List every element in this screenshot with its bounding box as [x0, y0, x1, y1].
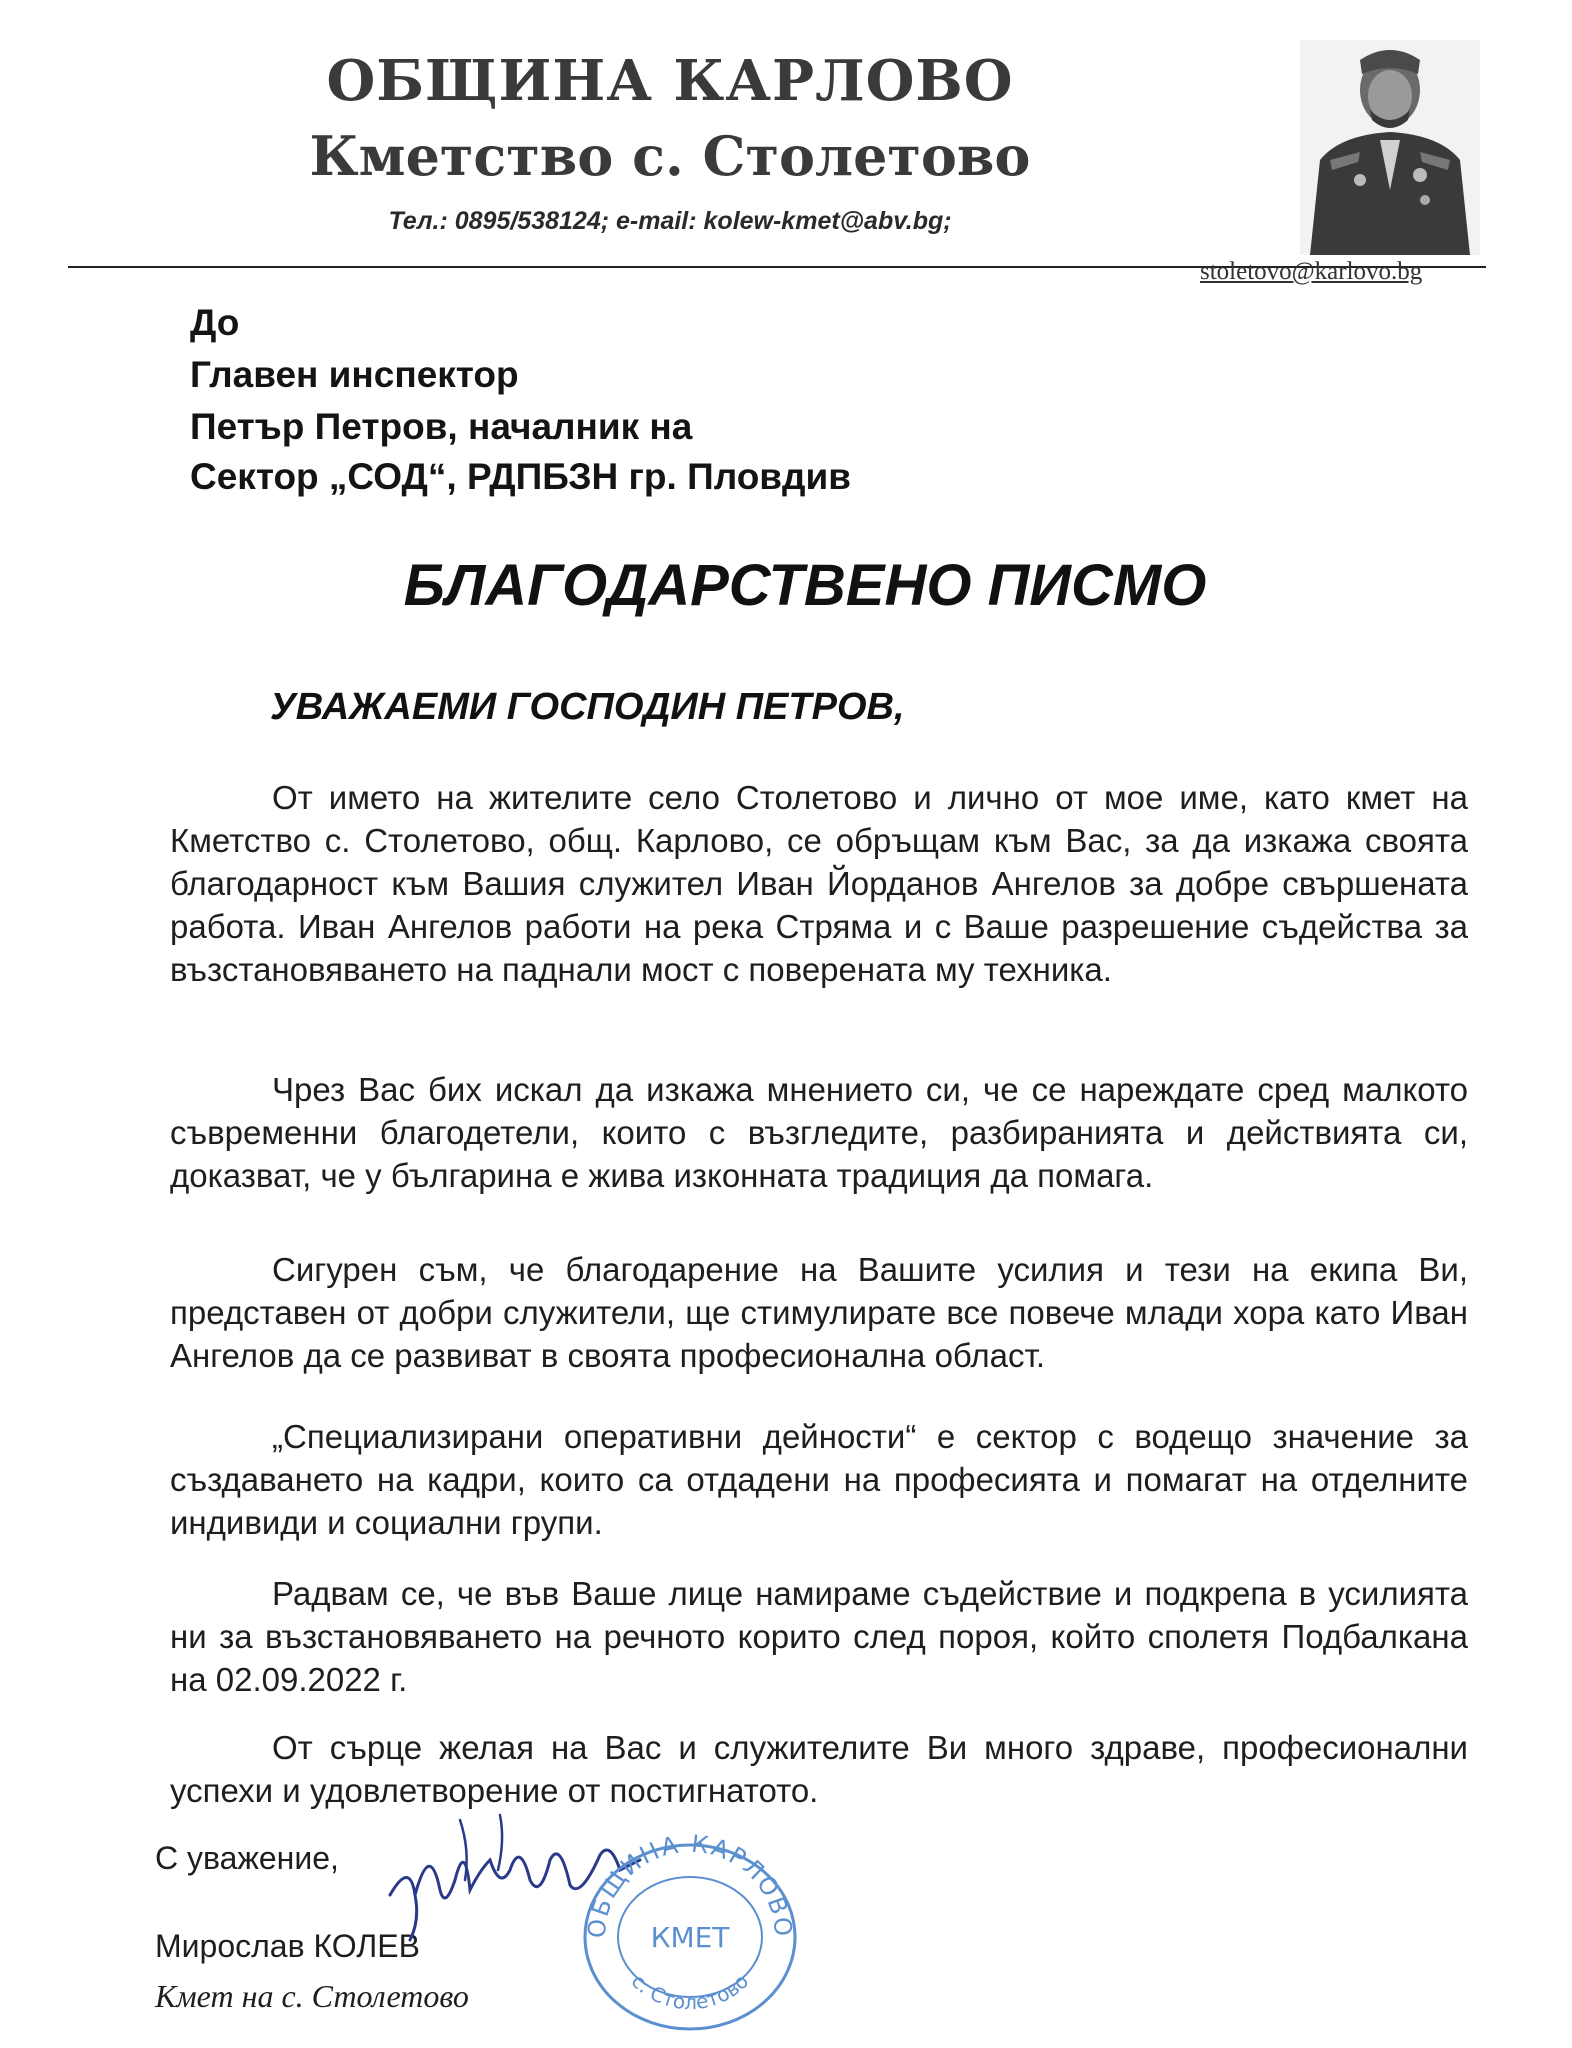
official-stamp: [575, 1832, 805, 2032]
secondary-email: stoletovo@karlovo.bg: [1200, 258, 1423, 285]
body-paragraph: Чрез Вас бих искал да изкажа мнението си, че се нареждате сред малкото съвременни благодетели, които с възгледите, разбиранията и действията си, доказват, че у българина е жива изконната традиция да помага.: [170, 1071, 1468, 1194]
recipient-line-1: До: [190, 302, 240, 343]
stamp-outer-text: ОБЩИНА КАРЛОВО: [582, 1832, 798, 1940]
recipient-line-3: Петър Петров, началник на: [190, 406, 693, 447]
body-paragraph: От името на жителите село Столетово и лично от мое име, като кмет на Кметство с. Столетово, общ. Карлово, се обръщам към Вас, за да изкажа своята благодарност към Вашия служител Иван Йорданов Ангелов за добре свършената работа. Иван Ангелов работи на река Стряма и с Ваше разрешение съдейства за възстановяването на паднали мост с поверената му техника.: [170, 779, 1468, 988]
stamp-center-text: КМЕТ: [650, 1921, 730, 1954]
body-paragraph: От сърце желая на Вас и служителите Ви много здраве, професионални успехи и удовлетворение от постигнатото.: [170, 1729, 1468, 1809]
body-paragraph: Радвам се, че във Ваше лице намираме съдействие и подкрепа в усилията ни за възстановяването на речното корито след пороя, който сполетя Подбалкана на 02.09.2022 г.: [170, 1575, 1468, 1698]
mayoralty-name: Кметство с. Столетово: [309, 124, 1031, 188]
signer-name: Мирослав КОЛЕВ: [155, 1928, 420, 1964]
signer-title: Кмет на с. Столетово: [155, 1978, 469, 2014]
stamp-bottom-text: с. Столетово: [626, 1968, 754, 2015]
letter-title: БЛАГОДАРСТВЕНО ПИСМО: [403, 553, 1207, 618]
salutation: УВАЖАЕМИ ГОСПОДИН ПЕТРОВ,: [270, 686, 905, 728]
svg-text:с. Столетово: [627, 1969, 754, 2014]
body-paragraph: „Специализирани оперативни дейности“ е сектор с водещо значение за създаването на кадри, които са отдадени на професията и помагат на отделните индивиди и социални групи.: [170, 1418, 1468, 1541]
body-paragraph: Сигурен съм, че благодарение на Вашите усилия и тези на екипа Ви, представен от добри служители, ще стимулирате все повече млади хора като Иван Ангелов да се развиват в своята професионална област.: [170, 1251, 1468, 1374]
closing-phrase: С уважение,: [155, 1840, 339, 1876]
recipient-line-2: Главен инспектор: [190, 354, 519, 395]
contact-line: Тел.: 0895/538124; e-mail: kolew-kmet@abv.bg;: [388, 207, 952, 235]
recipient-line-4: Сектор „СОД“, РДПБЗН гр. Пловдив: [190, 456, 852, 497]
municipality-name: ОБЩИНА КАРЛОВО: [326, 48, 1014, 114]
portrait-engraving-icon: [1300, 40, 1480, 255]
